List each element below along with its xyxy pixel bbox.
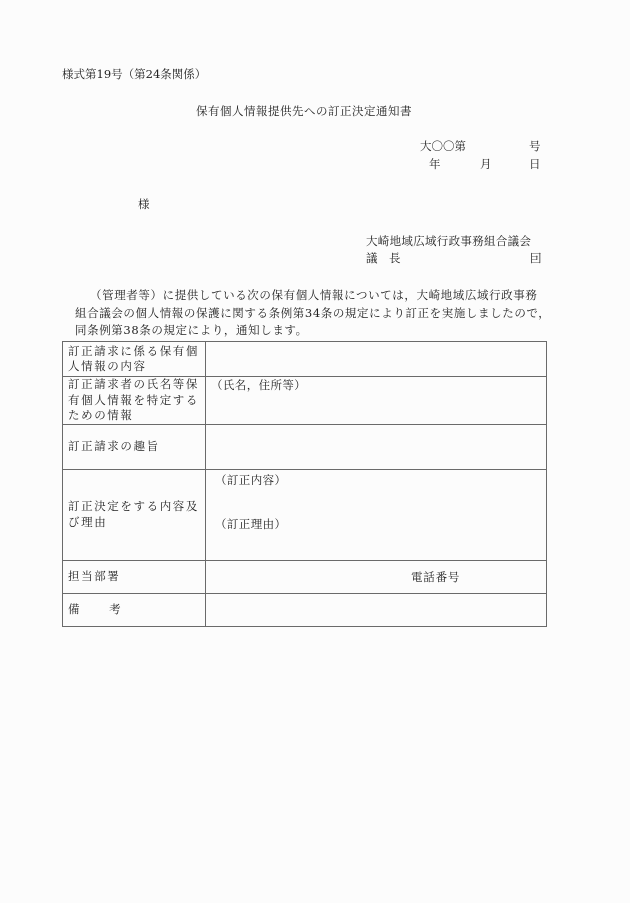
row-label-decision-content-reason: 訂正決定をする内容及び理由 <box>63 469 206 560</box>
reference-suffix: 号 <box>529 139 541 153</box>
notice-body-line-2: 組合議会の個人情報の保護に関する条例第34条の規定により訂正を実施しましたので， <box>75 305 551 320</box>
row-value-requested-info[interactable] <box>206 342 547 377</box>
row-label-department: 担当部署 <box>63 560 206 593</box>
correction-content-label: （訂正内容） <box>215 472 287 487</box>
row-value-request-purpose[interactable] <box>206 424 547 469</box>
table-row <box>63 424 547 469</box>
date-year: 年 <box>429 157 441 171</box>
document-title: 保有個人情報提供先への訂正決定通知書 <box>196 104 412 118</box>
table-row <box>63 469 547 560</box>
row-value-department[interactable] <box>206 560 547 593</box>
row-value-requester-identification[interactable] <box>206 377 547 425</box>
row-label-requester-identification: 訂正請求者の氏名等保有個人情報を特定するための情報 <box>63 377 206 425</box>
form-number: 様式第19号（第24条関係） <box>62 67 207 81</box>
row-label-request-purpose: 訂正請求の趣旨 <box>63 424 206 469</box>
sender-signature <box>366 250 542 266</box>
phone-number-label: 電話番号 <box>411 569 461 584</box>
row-label-remarks <box>63 593 206 626</box>
table-row <box>63 593 547 626</box>
sender-title: 議 長 <box>366 251 401 265</box>
notice-body <box>62 287 552 340</box>
name-address-hint: （氏名，住所等） <box>211 378 307 392</box>
issue-date <box>420 156 542 172</box>
table-row <box>63 342 547 377</box>
correction-details-table <box>62 341 547 627</box>
date-day: 日 <box>529 157 541 171</box>
table-row <box>63 377 547 425</box>
reference-number <box>420 138 542 154</box>
row-value-remarks[interactable] <box>206 593 547 626</box>
reference-prefix: 大〇〇第 <box>420 139 466 153</box>
row-label-requested-info: 訂正請求に係る保有個人情報の内容 <box>63 342 206 377</box>
addressee-honorific: 様 <box>138 197 150 211</box>
notice-body-line-1: （管理者等）に提供している次の保有個人情報については，大崎地域広域行政事務 <box>90 288 538 302</box>
remarks-label-first: 備 <box>68 601 82 616</box>
row-value-decision-content-reason[interactable] <box>206 469 547 560</box>
date-month: 月 <box>480 157 492 171</box>
notice-body-line-3: 同条例第38条の規定により，通知します。 <box>75 323 308 337</box>
correction-reason-label: （訂正理由） <box>215 516 287 531</box>
sender-organization: 大崎地域広域行政事務組合議会 <box>366 234 532 248</box>
seal-mark-icon: 囙 <box>530 251 542 265</box>
remarks-label-second: 考 <box>109 601 123 616</box>
table-row <box>63 560 547 593</box>
